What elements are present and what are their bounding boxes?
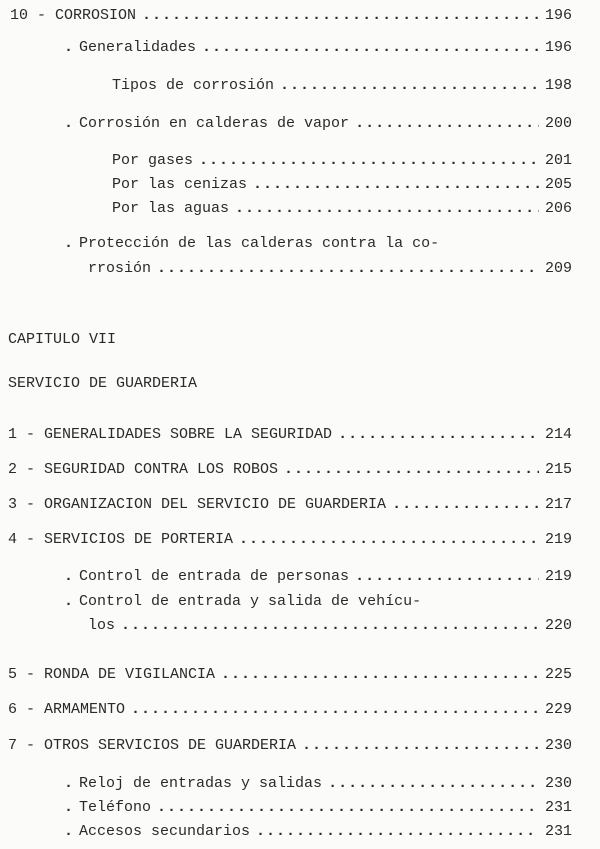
toc-entry xyxy=(88,616,572,636)
toc-entry-text: Control de entrada de personas xyxy=(79,568,350,585)
toc-entry-text: 1 - GENERALIDADES SOBRE LA SEGURIDAD xyxy=(8,426,333,443)
leader-dots xyxy=(221,665,539,685)
toc-entry xyxy=(8,530,572,550)
toc-page-number: 231 xyxy=(544,799,572,816)
toc-entry-text: Control de entrada y salida de vehícu- xyxy=(79,593,422,610)
leader-dots xyxy=(328,774,539,794)
leader-dots xyxy=(199,151,539,171)
chapter-title: SERVICIO DE GUARDERIA xyxy=(8,375,198,392)
toc-item-text: Por las cenizas xyxy=(112,176,248,193)
toc-entry xyxy=(8,665,572,685)
toc-page-number: 214 xyxy=(544,426,572,443)
toc-item-text: Por las aguas xyxy=(112,200,230,217)
toc-entry xyxy=(8,460,572,480)
leader-dots xyxy=(202,38,539,58)
leader-dots xyxy=(239,530,539,550)
toc-entry-text: 4 - SERVICIOS DE PORTERIA xyxy=(8,531,234,548)
toc-item xyxy=(112,151,572,171)
toc-page-number: 206 xyxy=(544,200,572,217)
toc-item-text: Corrosión en calderas de vapor xyxy=(79,115,350,132)
toc-entry xyxy=(64,774,572,794)
toc-item xyxy=(64,114,572,134)
leader-dots xyxy=(302,736,539,756)
toc-page-number: 198 xyxy=(544,77,572,94)
toc-page-number: 230 xyxy=(544,775,572,792)
leader-dots xyxy=(355,114,539,134)
toc-entry-text: Accesos secundarios xyxy=(79,823,251,840)
toc-item xyxy=(88,259,572,279)
leader-dots xyxy=(121,616,539,636)
toc-heading-text: 10 - CORROSION xyxy=(10,7,137,24)
toc-item xyxy=(112,175,572,195)
toc-page-number: 225 xyxy=(544,666,572,683)
toc-item-text: Generalidades xyxy=(79,39,197,56)
toc-entry xyxy=(8,425,572,445)
toc-entry xyxy=(64,798,572,818)
toc-item-text: Tipos de corrosión xyxy=(112,77,275,94)
toc-entry-text: 3 - ORGANIZACION DEL SERVICIO DE GUARDERIA xyxy=(8,496,387,513)
toc-item xyxy=(112,76,572,96)
bullet: . xyxy=(64,593,74,610)
toc-page-number: 231 xyxy=(544,823,572,840)
toc-entry-text: 6 - ARMAMENTO xyxy=(8,701,126,718)
toc-entry-text-continued: los xyxy=(88,617,116,634)
toc-item xyxy=(112,199,572,219)
toc-page-number: 229 xyxy=(544,701,572,718)
leader-dots xyxy=(338,425,539,445)
toc-entry-text: 7 - OTROS SERVICIOS DE GUARDERIA xyxy=(8,737,297,754)
leader-dots xyxy=(131,700,539,720)
toc-item-text-continued: rrosión xyxy=(88,260,152,277)
leader-dots xyxy=(253,175,539,195)
leader-dots xyxy=(256,822,539,842)
leader-dots xyxy=(392,495,539,515)
toc-entry-text: Reloj de entradas y salidas xyxy=(79,775,323,792)
leader-dots xyxy=(235,199,539,219)
leader-dots xyxy=(157,798,539,818)
toc-entry xyxy=(64,567,572,587)
toc-entry xyxy=(64,822,572,842)
toc-page-number: 196 xyxy=(544,7,572,24)
leader-dots xyxy=(284,460,539,480)
toc-entry xyxy=(8,736,572,756)
toc-page-number: 215 xyxy=(544,461,572,478)
toc-entry xyxy=(8,495,572,515)
toc-item-first-line xyxy=(64,234,439,254)
toc-entry-first-line xyxy=(64,592,421,612)
chapter-label: CAPITULO VII xyxy=(8,331,117,348)
toc-page-number: 205 xyxy=(544,176,572,193)
toc-entry xyxy=(8,700,572,720)
leader-dots xyxy=(355,567,539,587)
bullet: . xyxy=(64,823,74,840)
bullet: . xyxy=(64,115,74,132)
toc-entry-text: 5 - RONDA DE VIGILANCIA xyxy=(8,666,216,683)
leader-dots xyxy=(157,259,539,279)
bullet: . xyxy=(64,775,74,792)
toc-page-number: 219 xyxy=(544,568,572,585)
bullet: . xyxy=(64,39,74,56)
toc-page-number: 230 xyxy=(544,737,572,754)
bullet: . xyxy=(64,799,74,816)
toc-page-number: 209 xyxy=(544,260,572,277)
toc-page-number: 201 xyxy=(544,152,572,169)
toc-entry-text: 2 - SEGURIDAD CONTRA LOS ROBOS xyxy=(8,461,279,478)
toc-page-number: 196 xyxy=(544,39,572,56)
toc-page-number: 220 xyxy=(544,617,572,634)
toc-item-text: Por gases xyxy=(112,152,194,169)
leader-dots xyxy=(142,6,539,26)
bullet: . xyxy=(64,568,74,585)
toc-heading-corrosion xyxy=(10,6,572,26)
leader-dots xyxy=(280,76,539,96)
toc-page-number: 219 xyxy=(544,531,572,548)
toc-entry-text: Teléfono xyxy=(79,799,152,816)
toc-item-text: Protección de las calderas contra la co- xyxy=(79,235,440,252)
toc-page-number: 217 xyxy=(544,496,572,513)
toc-item xyxy=(64,38,572,58)
bullet: . xyxy=(64,235,74,252)
toc-page-number: 200 xyxy=(544,115,572,132)
